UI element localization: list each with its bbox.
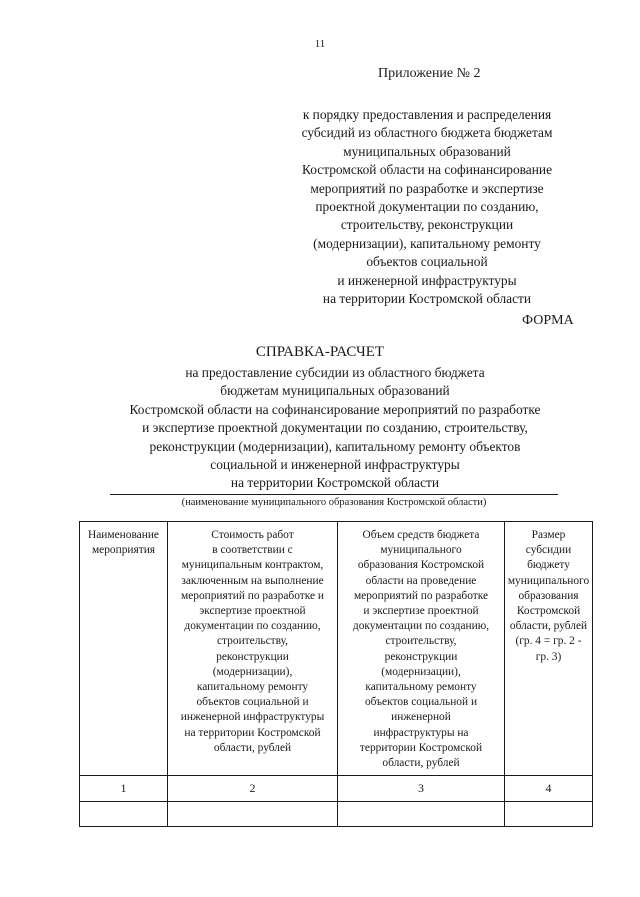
header-line: субсидии: [525, 544, 572, 557]
municipality-caption: (наименование муниципального образования Костромской области): [181, 497, 487, 508]
header-line: (модернизации),: [212, 665, 293, 678]
column-header-contract-cost: [168, 522, 338, 776]
page-number: 11: [314, 38, 326, 50]
header-line: (гр. 4 = гр. 2 -: [515, 635, 582, 648]
header-line: Наименование: [88, 529, 159, 541]
header-line: гр. 3): [535, 650, 562, 663]
header-line: инженерной инфраструктуры: [180, 711, 325, 724]
header-line: мероприятий по разработке: [353, 589, 489, 602]
column-number: 2: [168, 776, 338, 802]
subtitle-line: и экспертизе проектной документации по созданию, строительству,: [142, 420, 528, 436]
header-line: заключенным на выполнение: [181, 574, 324, 587]
calculation-table: [79, 521, 593, 827]
header-line: Стоимость работ: [211, 529, 294, 541]
subtitle-line: на предоставление субсидии из областного бюджета: [185, 365, 485, 380]
column-header-event-name: [80, 522, 168, 776]
header-line: области на проведение: [365, 574, 477, 587]
table-cell[interactable]: [505, 802, 593, 827]
header-line: и экспертизе проектной: [363, 605, 479, 618]
document-title: СПРАВКА-РАСЧЕТ: [255, 344, 385, 360]
appendix-line: строительству, реконструкции: [340, 217, 514, 233]
appendix-line: и инженерной инфраструктуры: [337, 272, 517, 288]
header-line: капитальному ремонту: [365, 681, 477, 694]
table-cell[interactable]: [168, 802, 338, 827]
header-line: объектов социальной и: [196, 696, 309, 709]
header-line: документации по созданию,: [352, 620, 490, 633]
appendix-line: объектов социальной: [366, 254, 488, 270]
header-line: Размер: [531, 529, 566, 541]
subtitle-line: на территории Костромской области: [230, 475, 440, 491]
header-line: образования Костромской: [357, 559, 485, 572]
header-line: Костромской: [516, 605, 581, 618]
column-number: 1: [80, 776, 168, 802]
subtitle-line: бюджетам муниципальных образований: [220, 383, 450, 399]
header-line: реконструкции: [216, 650, 289, 663]
header-line: капитальному ремонту: [196, 681, 309, 694]
header-line: инженерной: [391, 711, 451, 724]
subtitle-line: реконструкции (модернизации), капитальному ремонту объектов: [149, 438, 521, 454]
header-line: (модернизации),: [381, 665, 461, 678]
header-line: области, рублей: [213, 741, 292, 754]
header-line: на территории Костромской: [184, 726, 321, 739]
appendix-line: к порядку предоставления и распределения: [302, 107, 552, 122]
column-header-subsidy-amount: [505, 522, 593, 776]
subtitle-line: Костромской области на софинансирование мероприятий по разработке: [129, 401, 541, 417]
column-number: 3: [338, 776, 505, 802]
header-line: строительству,: [385, 635, 457, 648]
header-line: муниципальным контрактом,: [181, 559, 324, 572]
appendix-line: на территории Костромской области: [322, 291, 532, 307]
appendix-line: проектной документации по созданию,: [315, 199, 539, 215]
header-line: мероприятий по разработке и: [180, 589, 324, 602]
table-cell[interactable]: [80, 802, 168, 827]
appendix-line: муниципальных образований: [343, 143, 511, 159]
header-line: объектов социальной и: [364, 696, 478, 709]
header-line: муниципального: [380, 544, 462, 557]
header-line: муниципального: [507, 574, 590, 587]
appendix-line: мероприятий по разработке и экспертизе: [310, 180, 544, 196]
document-subtitle: [60, 364, 610, 493]
header-line: бюджету: [527, 559, 570, 572]
header-line: Объем средств бюджета: [362, 529, 480, 541]
header-line: реконструкции: [384, 650, 458, 663]
column-number-row: [80, 776, 593, 802]
header-line: образования: [518, 589, 579, 602]
table-cell[interactable]: [338, 802, 505, 827]
column-number: 4: [505, 776, 593, 802]
header-line: территории Костромской: [359, 741, 483, 754]
appendix-line: (модернизации), капитальному ремонту: [313, 235, 541, 251]
header-line: мероприятия: [91, 544, 156, 557]
header-line: в соответствии с: [212, 544, 293, 557]
header-line: области, рублей: [382, 757, 460, 770]
header-line: экспертизе проектной: [199, 605, 306, 618]
header-line: строительству,: [217, 635, 288, 648]
subtitle-line: социальной и инженерной инфраструктуры: [210, 457, 460, 473]
form-label: ФОРМА: [522, 313, 574, 328]
table-header-row: [80, 522, 593, 776]
column-header-municipal-budget: [338, 522, 505, 776]
header-line: инфраструктуры на: [373, 726, 469, 739]
appendix-description: [262, 106, 592, 308]
header-line: области, рублей: [509, 620, 588, 633]
municipality-name-line: [110, 494, 558, 495]
appendix-title: Приложение № 2: [378, 66, 481, 81]
appendix-line: субсидий из областного бюджета бюджетам: [301, 125, 553, 141]
table-row: [80, 802, 593, 827]
header-line: документации по созданию,: [184, 620, 321, 633]
appendix-line: Костромской области на софинансирование: [301, 162, 553, 178]
